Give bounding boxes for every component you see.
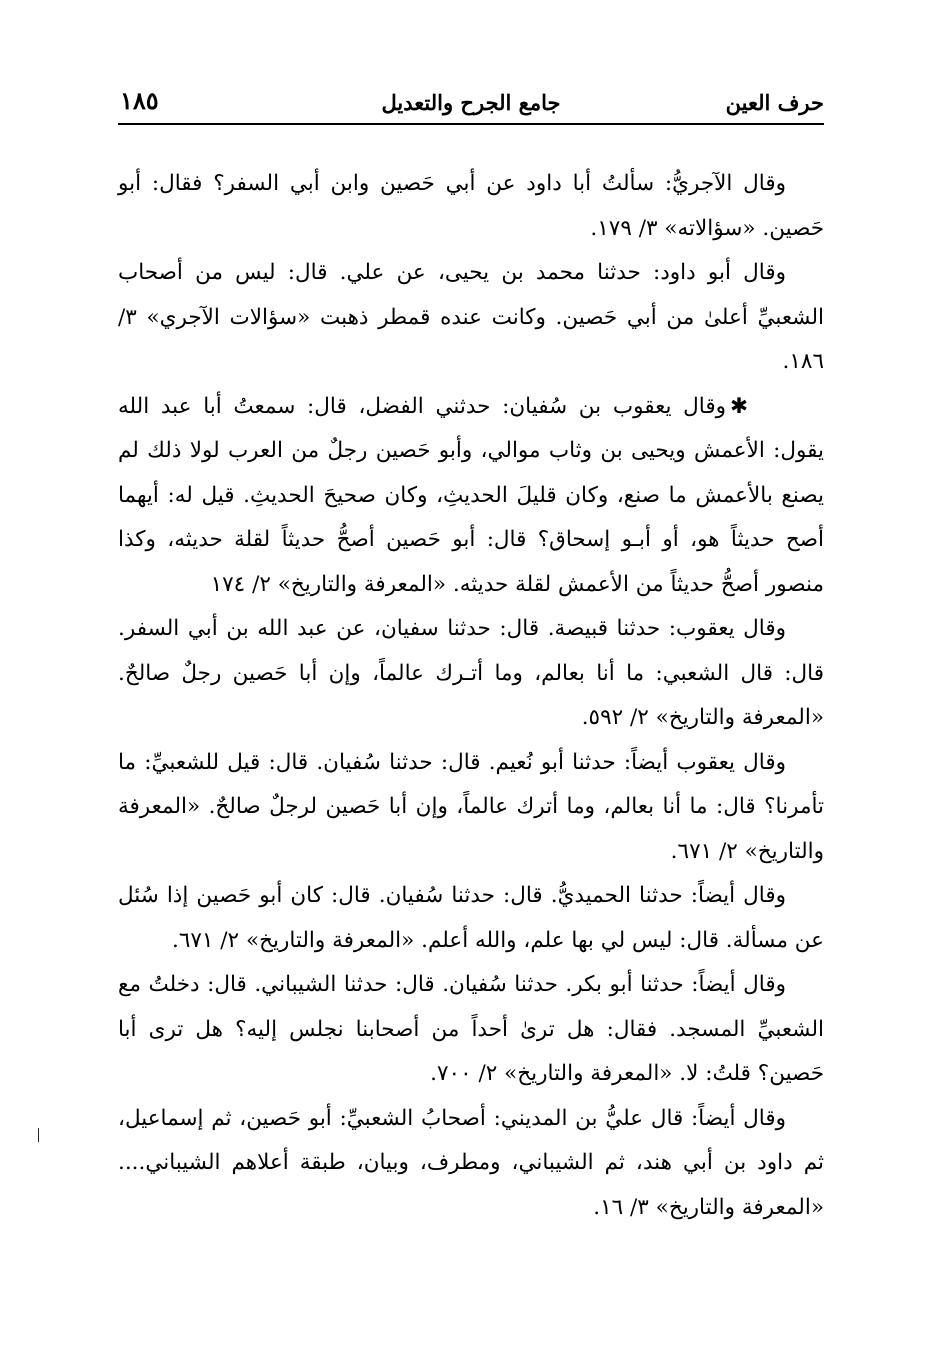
paragraph-text: وقال يعقوب أيضاً: حدثنا أبو نُعيم. قال: حدثنا سُفيان. قال: قيل للشعبيِّ: ما تأمرنا؟ قال: ما أنا بعالم، وما أترك عالماً، وإن أبا حَصين لرجلٌ صالحٌ. «المعرفة والتاريخ» ٢/ ٦٧١. xyxy=(118,749,824,864)
paragraph-text: وقال أيضاً: حدثنا أبو بكر. حدثنا سُفيان. قال: حدثنا الشيباني. قال: دخلتُ مع الشعبيِّ المسجد. فقال: هل ترىٰ أحداً من أصحابنا نجلس إليه؟ هل ترى أبا حَصين؟ قلتُ: لا. «المعرفة والتاريخ» ٢/ ٧٠٠. xyxy=(118,972,824,1086)
paragraph xyxy=(118,251,824,385)
paragraph xyxy=(118,963,824,1097)
paragraph xyxy=(118,385,824,608)
paragraph-text: وقال يعقوب بن سُفيان: حدثني الفضل، قال: سمعتُ أبا عبد الله يقول: الأعمش ويحيى بن وثاب موالي، وأبو حَصين رجلٌ من العرب لولا ذلك لم يصنع بالأعمش ما صنع، وكان قليلَ الحديثِ، وكان صحيحَ الحديثِ. قيل له: أيهما أصح حديثاً هو، أو أبـو إسحاق؟ قال: أبو حَصين أصحُّ حديثاً لقلة حديثه، وكذا منصور أصحُّ حديثاً من الأعمش لقلة حديثه. «المعرفة والتاريخ» ٢/ ١٧٤ xyxy=(118,393,824,597)
chapter-heading: حرف العين xyxy=(725,90,824,115)
book-title: جامع الجرح والتعديل xyxy=(381,90,561,115)
paragraph-text: وقال أبو داود: حدثنا محمد بن يحيى، عن علي. قال: ليس من أصحاب الشعبيِّ أعلىٰ من أبي حَصين. وكانت عنده قمطر ذهبت «سؤالات الآجري» ٣/ ١٨٦. xyxy=(118,260,824,374)
scan-mark xyxy=(38,1128,39,1142)
page-number: ١٨٥ xyxy=(120,86,159,115)
paragraph xyxy=(118,162,824,251)
star-marker: ✱ xyxy=(729,393,748,419)
paragraph xyxy=(118,874,824,963)
paragraph-text: وقال الآجريُّ: سألتُ أبا داود عن أبي حَصين وابن أبي السفر؟ فقال: أبو حَصين. «سؤالاته» ٣/ ١٧٩. xyxy=(118,171,824,241)
paragraph-text: وقال أيضاً: قال عليُّ بن المديني: أصحابُ الشعبيِّ: أبو حَصين، ثم إسماعيل، ثم داود بن أبي هند، ثم الشيباني، ومطرف، وبيان، طبقة أعلاهم الشيباني.... «المعرفة والتاريخ» ٣/ ١٦. xyxy=(118,1105,824,1220)
paragraph xyxy=(118,1097,824,1231)
paragraph xyxy=(118,607,824,741)
paragraph-text: وقال يعقوب: حدثنا قبيصة. قال: حدثنا سفيان، عن عبد الله بن أبي السفر. قال: قال الشعبي: ما أنا بعالم، وما أتـرك عالماً، وإن أبا حَصين رجلٌ صالحٌ. «المعرفة والتاريخ» ٢/ ٥٩٢. xyxy=(118,616,824,730)
paragraph-text: وقال أيضاً: حدثنا الحميديُّ. قال: حدثنا سُفيان. قال: كان أبو حَصين إذا سُئل عن مسألة. قال: ليس لي بها علم، والله أعلم. «المعرفة والتاريخ» ٢/ ٦٧١. xyxy=(118,883,824,953)
running-header xyxy=(118,84,824,124)
header-rule xyxy=(118,123,824,125)
paragraph xyxy=(118,741,824,875)
page-body xyxy=(118,162,824,1230)
